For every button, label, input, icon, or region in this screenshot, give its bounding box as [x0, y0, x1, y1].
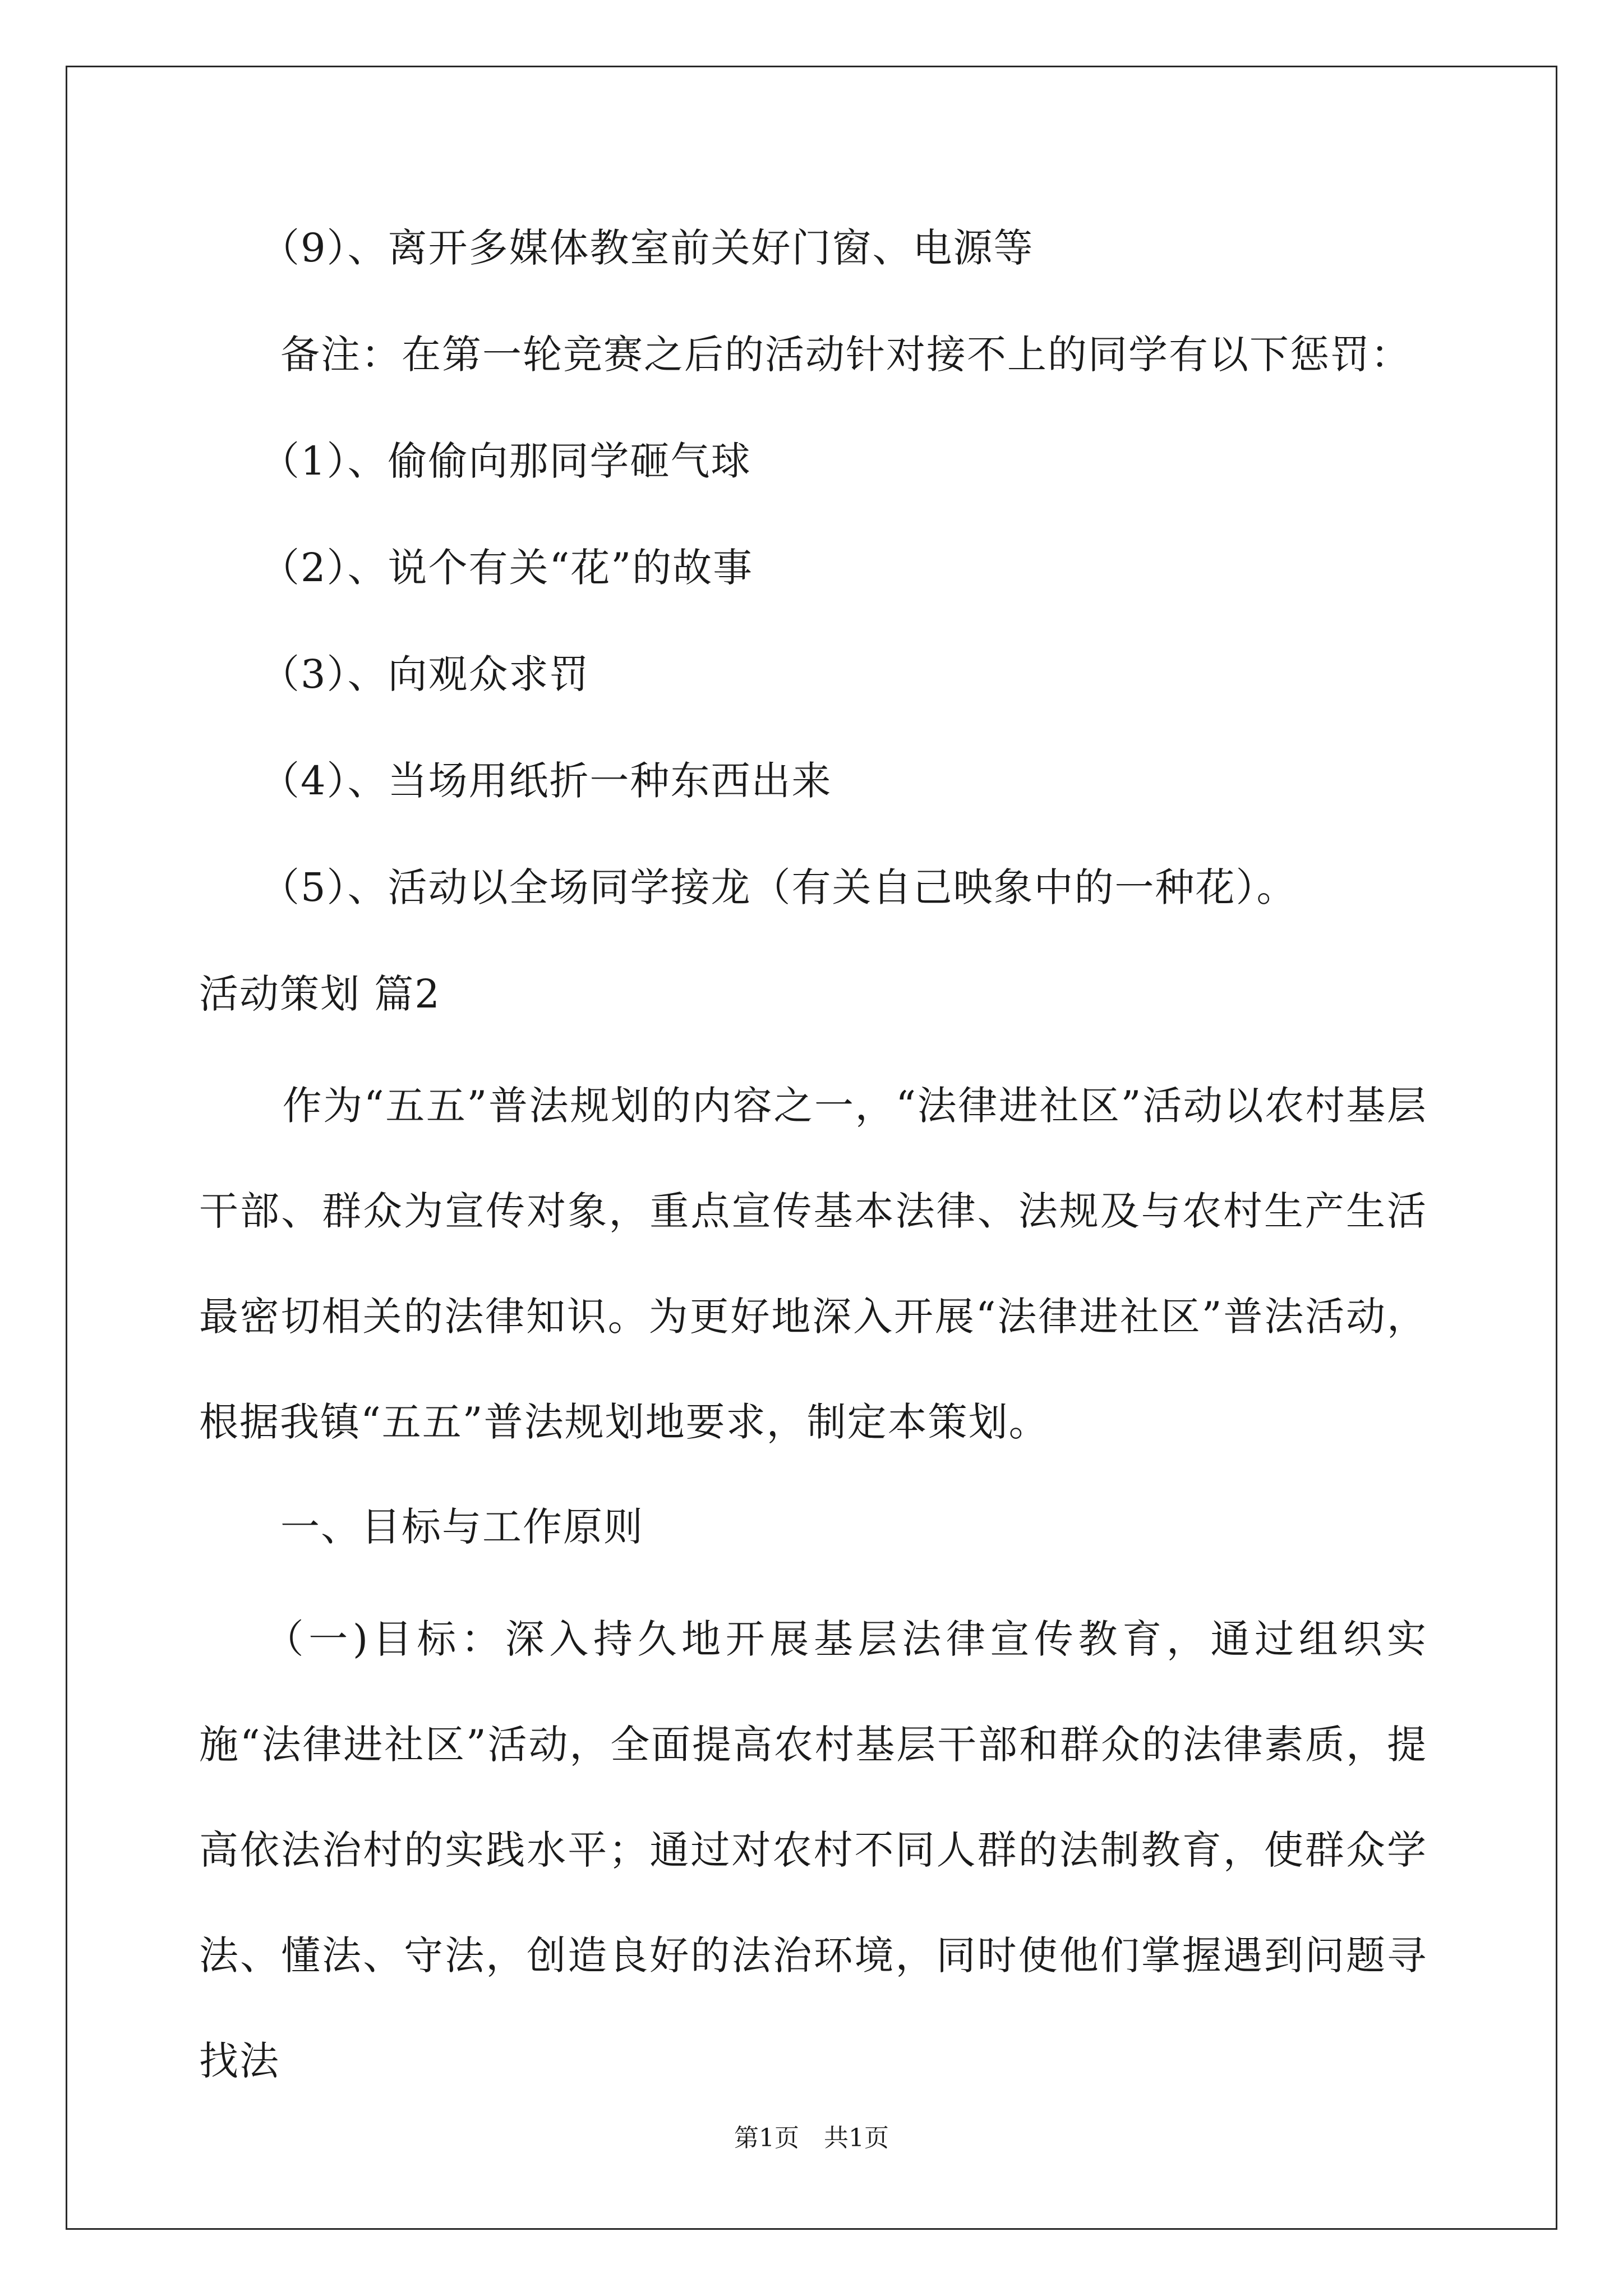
penalty-item-5: （5）、活动以全场同学接龙（有关自己映象中的一种花）。 — [260, 864, 1297, 910]
penalty-note: 备注：在第一轮竞赛之后的活动针对接不上的同学有以下惩罚： — [280, 332, 1411, 378]
intro-paragraph-text: 作为“五五”普法规划的内容之一，“法律进社区”活动以农村基层干部、群众为宣传对象，重点宣传基本法律、法规及与农村生产生活最密切相关的法律知识。为更好地深入开展“法律进社区”普法活动，根据我镇“五五”普法规划地要求，制定本策划。 — [199, 1083, 1427, 1445]
penalty-item-3: （3）、向观众求罚 — [260, 651, 590, 697]
penalty-item-1: （1）、偷偷向那同学砸气球 — [260, 438, 751, 484]
section-heading: 活动策划 篇2 — [199, 971, 441, 1017]
subheading-goals-principles: 一、目标与工作原则 — [280, 1504, 644, 1550]
goal-paragraph-text: （一)目标：深入持久地开展基层法律宣传教育，通过组织实施“法律进社区”活动，全面提高农村基层干部和群众的法律素质，提高依法治村的实践水平；通过对农村不同人群的法制教育，使群众学法、懂法、守法，创造良好的法治环境，同时使他们掌握遇到问题寻找法 — [199, 1616, 1427, 2084]
intro-paragraph — [199, 1053, 1427, 1475]
penalty-item-2: （2）、说个有关“花”的故事 — [260, 545, 754, 591]
goal-paragraph — [199, 1586, 1427, 2114]
page-footer: 第1页 共1页 — [734, 2124, 889, 2152]
list-item-9: （9）、离开多媒体教室前关好门窗、电源等 — [260, 225, 1034, 271]
penalty-item-4: （4）、当场用纸折一种东西出来 — [260, 758, 832, 804]
